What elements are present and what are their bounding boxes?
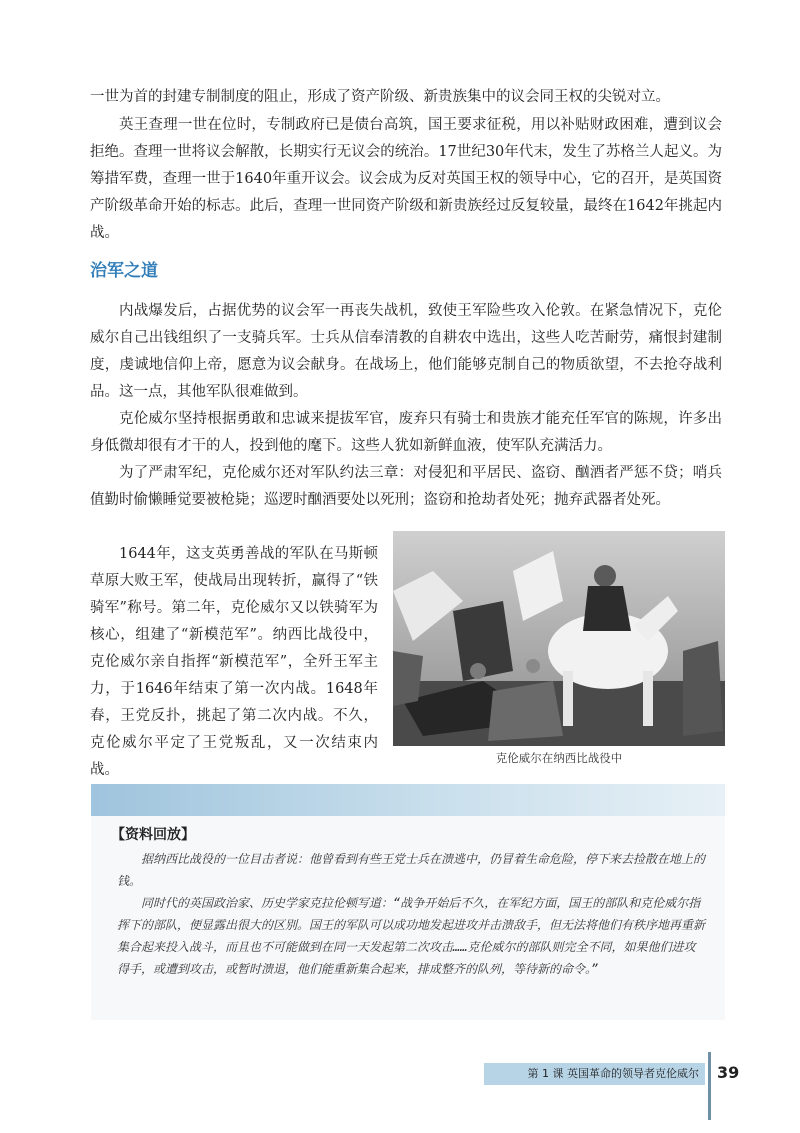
footer-lesson-title: 第 1 课 英国革命的领导者克伦威尔 [484, 1063, 705, 1085]
battle-scene-image [393, 531, 725, 746]
sidebar-box-header-band [91, 784, 725, 816]
paragraph-discipline: 为了严肃军纪，克伦威尔还对军队约法三章：对侵犯和平居民、盗窃、酗酒者严惩不贷；哨兵值勤时偷懒睡觉要被枪毙；巡逻时酗酒要处以死刑；盗窃和抢劫者处死；抛弃武器者处死。 [90, 465, 722, 508]
sidebar-box-title: 【资料回放】 [111, 827, 195, 843]
paragraph-new-model-army: 1644年，这支英勇善战的军队在马斯顿草原大败王军，使战局出现转折，赢得了“铁骑军”称号。第二年，克伦威尔又以铁骑军为核心，组建了“新模范军”。纳西比战役中，克伦威尔亲自指挥“新模范军”，全歼王军主力，于1646年结束了第一次内战。1648年春，王党反扑，挑起了第二次内战。不久，克伦威尔平定了王党叛乱，又一次结束内战。 [90, 546, 378, 778]
battle-illustration [393, 531, 725, 746]
figure-caption: 克伦威尔在纳西比战役中 [495, 751, 623, 765]
sidebar-box-paragraph-eyewitness: 据纳西比战役的一位目击者说：他曾看到有些王党士兵在溃逃中，仍冒着生命危险，停下来去捡散在地上的钱。 [117, 852, 706, 888]
section-heading: 治军之道 [90, 261, 158, 281]
paragraph-civil-war: 内战爆发后，占据优势的议会军一再丧失战机，致使王军险些攻入伦敦。在紧急情况下，克伦威尔自己出钱组织了一支骑兵军。士兵从信奉清教的自耕农中选出，这些人吃苦耐劳，痛恨封建制度，虔诚地信仰上帝，愿意为议会献身。在战场上，他们能够克制自己的物质欲望，不去抢夺战利品。这一点，其他军队很难做到。 [90, 303, 722, 400]
paragraph-intro-tail: 一世为首的封建专制制度的阻止，形成了资产阶级、新贵族集中的议会同王权的尖锐对立。 [90, 89, 670, 105]
footer-vertical-rule [708, 1052, 711, 1120]
paragraph-officers: 克伦威尔坚持根据勇敢和忠诚来提拔军官，废弃只有骑士和贵族才能充任军官的陈规，许多出身低微却很有才干的人，投到他的麾下。这些人犹如新鲜血液，使军队充满活力。 [90, 411, 722, 454]
paragraph-charles-i: 英王查理一世在位时，专制政府已是债台高筑，国王要求征税，用以补贴财政困难，遭到议会拒绝。查理一世将议会解散，长期实行无议会的统治。17世纪30年代末，发生了苏格兰人起义。为筹措军费，查理一世于1640年重开议会。议会成为反对英国王权的领导中心，它的召开，是英国资产阶级革命开始的标志。此后，查理一世同资产阶级和新贵族经过反复较量，最终在1642年挑起内战。 [90, 117, 722, 241]
sidebar-box-source-review [91, 784, 725, 1020]
page-number: 39 [717, 1063, 740, 1082]
sidebar-box-paragraph-clarendon: 同时代的英国政治家、历史学家克拉伦顿写道：“战争开始后不久，在军纪方面，国王的部队和克伦威尔指挥下的部队，便显露出很大的区别。国王的军队可以成功地发起进攻并击溃敌手，但无法将他们有秩序地再重新集合起来投入战斗，而且也不可能做到在同一天发起第二次攻击……克伦威尔的部队则完全不同，如果他们进攻得手，或遭到攻击，或暂时溃退，他们能重新集合起来，排成整齐的队列，等待新的命令。” [117, 896, 706, 976]
